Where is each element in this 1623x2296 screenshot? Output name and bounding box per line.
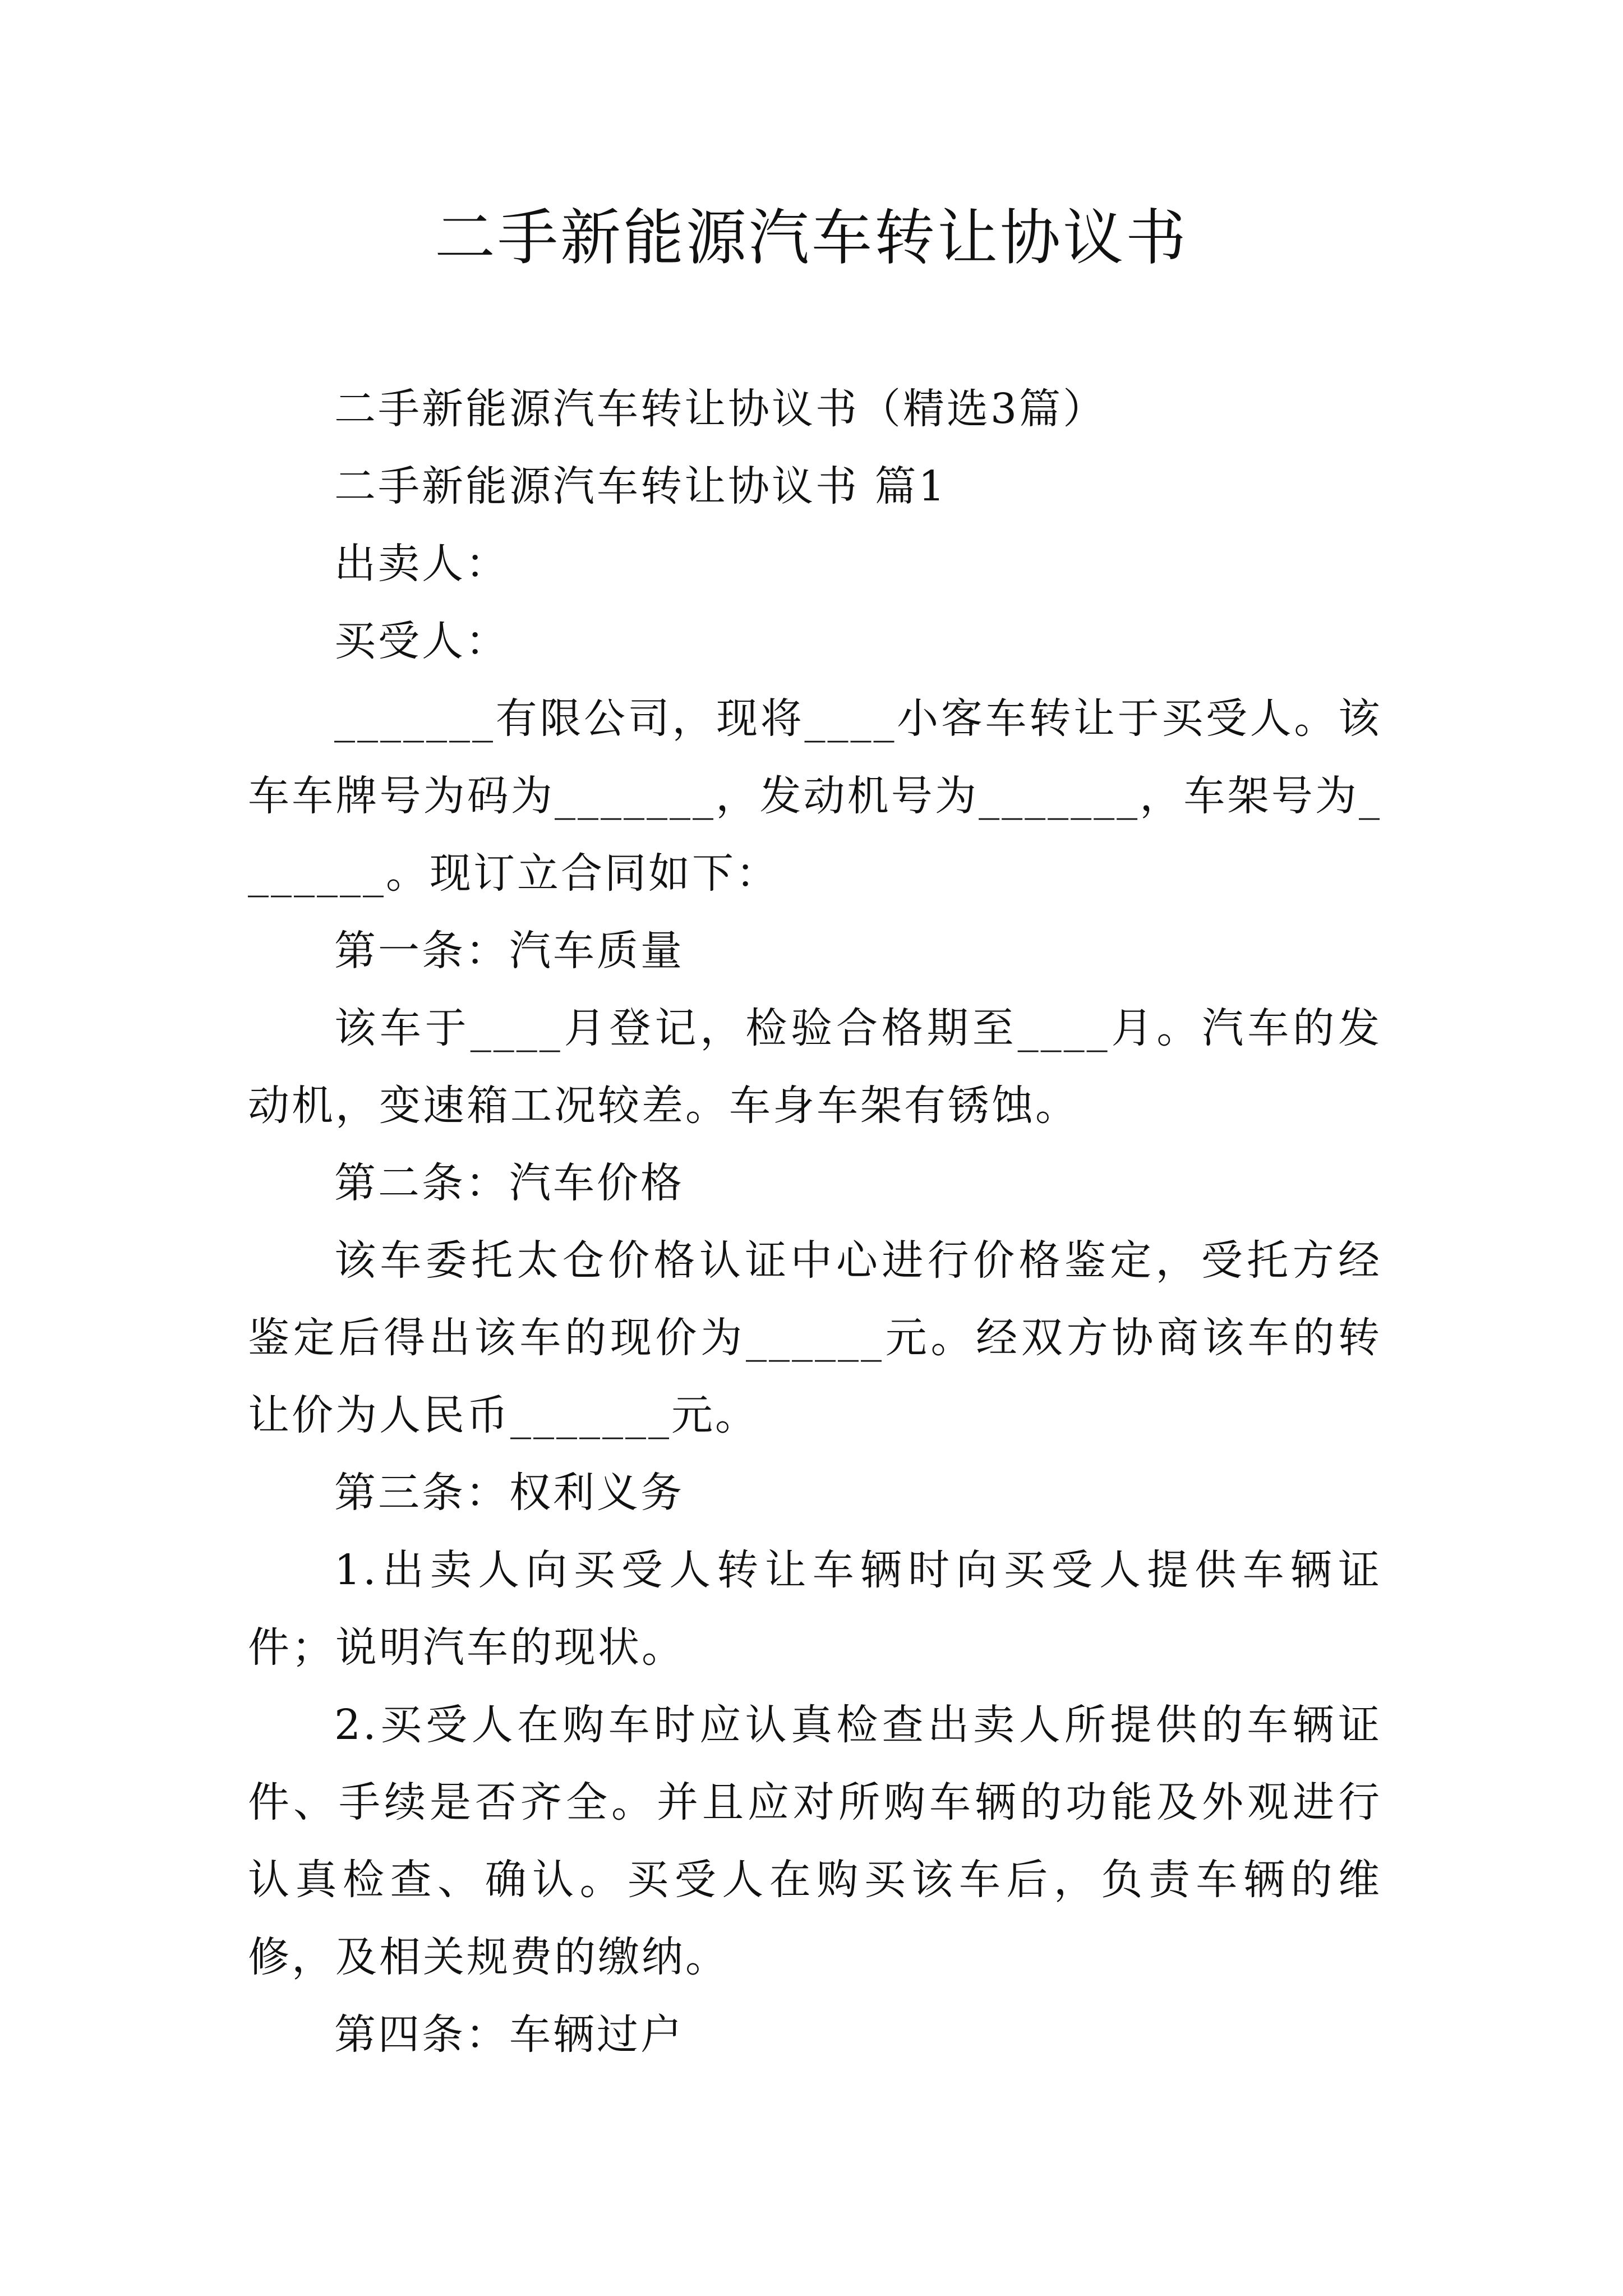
paragraph-subtitle: 二手新能源汽车转让协议书（精选3篇） (334, 385, 1107, 433)
article-1-text: 该车于____月登记，检验合格期至____月。汽车的发动机，变速箱工况较差。车身车架有锈蚀。 (248, 1004, 1382, 1130)
paragraph-section-heading: 二手新能源汽车转让协议书 篇1 (334, 462, 947, 510)
article-2-heading: 第二条：汽车价格 (334, 1159, 684, 1207)
document-body (248, 370, 1382, 2073)
article-4-heading: 第四条：车辆过户 (334, 2010, 684, 2059)
article-2-text: 该车委托太仓价格认证中心进行价格鉴定，受托方经鉴定后得出该车的现价为______元。经双方协商该车的转让价为人民币_______元。 (248, 1236, 1382, 1439)
document-title: 二手新能源汽车转让协议书 (434, 203, 1188, 273)
article-3-heading: 第三条：权利义务 (334, 1469, 684, 1517)
paragraph-intro: _______有限公司，现将____小客车转让于买受人。该车车牌号为码为_______，发动机号为_______，车架号为_______。现订立合同如下： (248, 694, 1382, 898)
paragraph-buyer: 买受人： (334, 617, 509, 665)
article-1-heading: 第一条：汽车质量 (334, 927, 684, 975)
article-3-item-1: 1.出卖人向买受人转让车辆时向买受人提供车辆证件；说明汽车的现状。 (248, 1546, 1382, 1672)
paragraph-seller: 出卖人： (334, 540, 509, 588)
article-3-item-2: 2.买受人在购车时应认真检查出卖人所提供的车辆证件、手续是否齐全。并且应对所购车辆的功能及外观进行认真检查、确认。买受人在购买该车后，负责车辆的维修，及相关规费的缴纳。 (248, 1701, 1382, 1981)
